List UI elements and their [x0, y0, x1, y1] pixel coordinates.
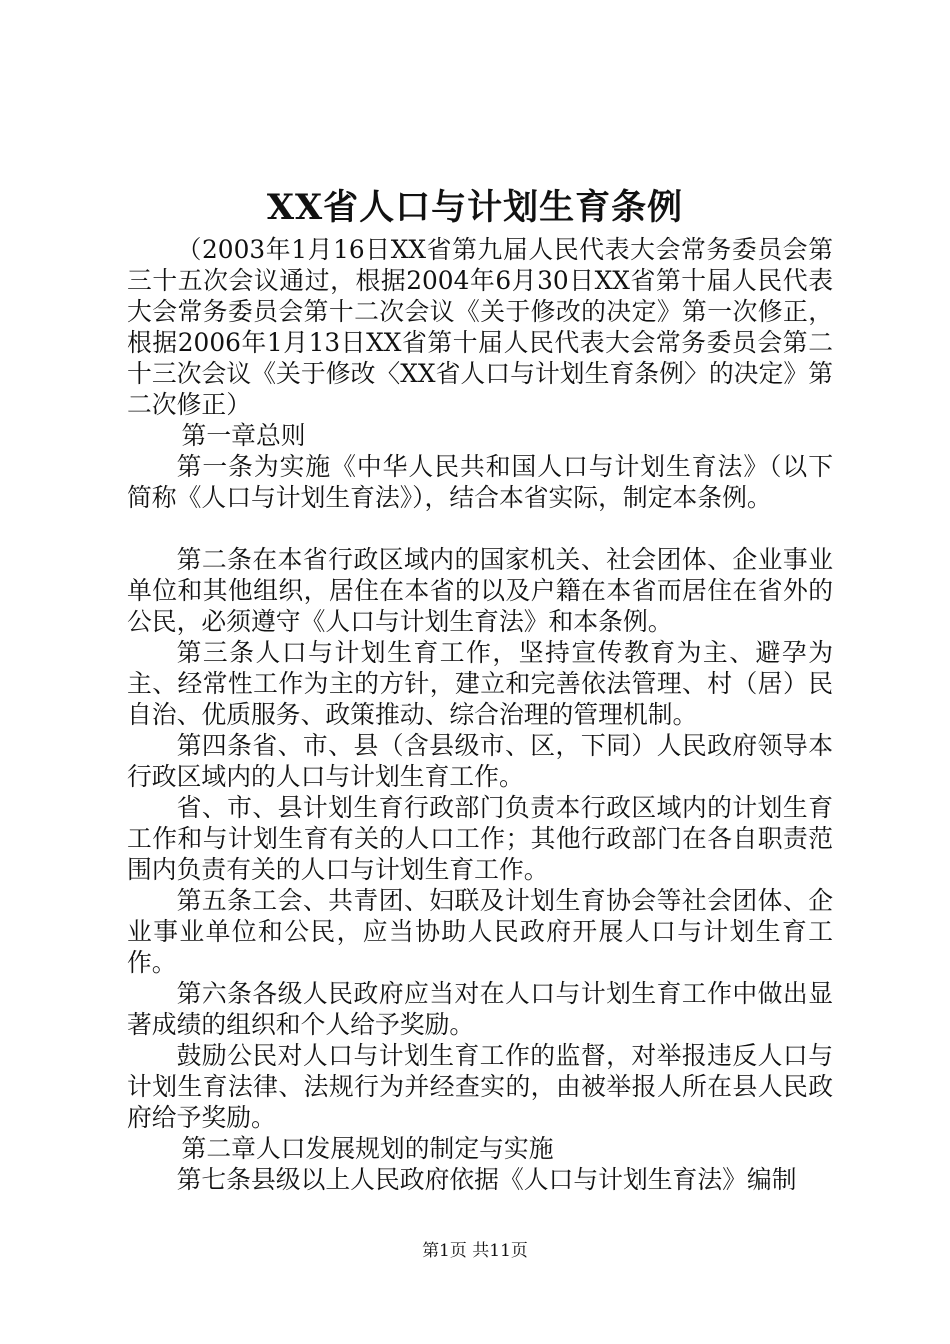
page-number-footer: 第1页 共11页: [422, 1241, 528, 1261]
chapter-heading: 第二章人口发展规划的制定与实施: [181, 1134, 554, 1163]
document-body: [127, 234, 833, 1195]
article-paragraph: 第四条省、市、县（含县级市、区，下同）人民政府领导本行政区域内的人口与计划生育工作。: [127, 731, 833, 791]
article-paragraph: 第三条人口与计划生育工作，坚持宣传教育为主、避孕为主、经常性工作为主的方针，建立和完善依法管理、村（居）民自治、优质服务、政策推动、综合治理的管理机制。: [127, 638, 833, 729]
article-paragraph: 鼓励公民对人口与计划生育工作的监督，对举报违反人口与计划生育法律、法规行为并经查实的，由被举报人所在县人民政府给予奖励。: [127, 1041, 833, 1132]
article-paragraph: 第二条在本省行政区域内的国家机关、社会团体、企业事业单位和其他组织，居住在本省的以及户籍在本省而居住在省外的公民，必须遵守《人口与计划生育法》和本条例。: [127, 545, 833, 636]
amendment-note-paragraph: （2003年1月16日XX省第九届人民代表大会常务委员会第三十五次会议通过，根据2004年6月30日XX省第十届人民代表大会常务委员会第十二次会议《关于修改的决定》第一次修正，根据2006年1月13日XX省第十届人民代表大会常务委员会第二十三次会议《关于修改〈XX省人口与计划生育条例〉的决定》第二次修正）: [127, 235, 833, 419]
article-paragraph: 第一条为实施《中华人民共和国人口与计划生育法》（以下简称《人口与计划生育法》），结合本省实际，制定本条例。: [127, 452, 833, 512]
chapter-heading: 第一章总则: [181, 421, 306, 450]
document-title: XX省人口与计划生育条例: [266, 187, 684, 228]
article-paragraph: 第六条各级人民政府应当对在人口与计划生育工作中做出显著成绩的组织和个人给予奖励。: [127, 979, 833, 1039]
article-paragraph: 第五条工会、共青团、妇联及计划生育协会等社会团体、企业事业单位和公民，应当协助人民政府开展人口与计划生育工作。: [127, 886, 833, 977]
article-paragraph: 第七条县级以上人民政府依据《人口与计划生育法》编制: [176, 1165, 797, 1194]
article-paragraph: 省、市、县计划生育行政部门负责本行政区域内的计划生育工作和与计划生育有关的人口工作；其他行政部门在各自职责范围内负责有关的人口与计划生育工作。: [127, 793, 833, 884]
